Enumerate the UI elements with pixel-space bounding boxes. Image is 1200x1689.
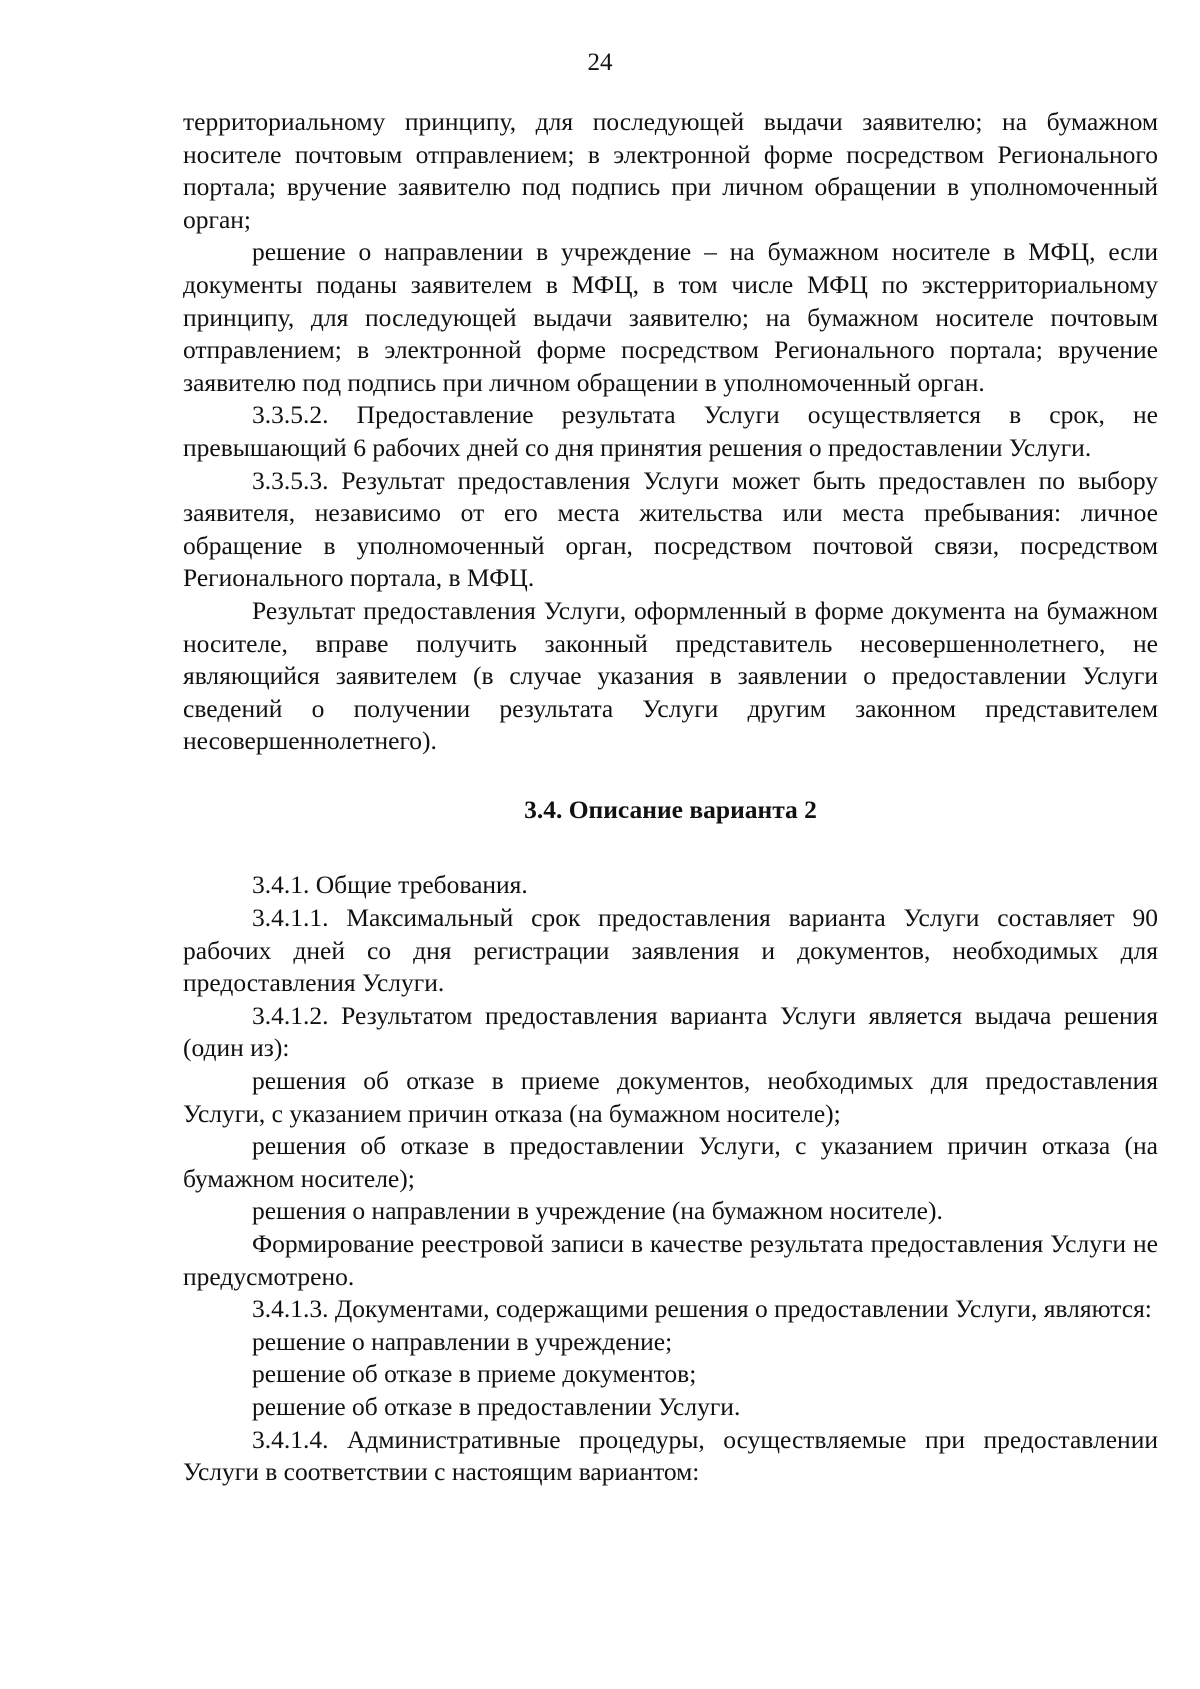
section-title: 3.4. Описание варианта 2 xyxy=(524,794,817,824)
paragraph: Результат предоставления Услуги, оформленный в форме документа на бумажном носителе, вправе получить законный представитель несовершеннолетнего, не являющийся заявителем (в случае указания в заявлении о предоставлении Услуги сведений о получении результата Услуги другим законном представителем несовершеннолетнего). xyxy=(183,595,1158,756)
paragraph: 3.4.1. Общие требования. xyxy=(252,870,528,900)
paragraph: решения об отказе в приеме документов, необходимых для предоставления Услуги, с указанием причин отказа (на бумажном носителе); xyxy=(183,1066,1158,1128)
paragraph: решение об отказе в предоставлении Услуги. xyxy=(252,1391,741,1421)
paragraph: Формирование реестровой записи в качестве результата предоставления Услуги не предусмотрено. xyxy=(183,1229,1158,1291)
paragraph: 3.3.5.3. Результат предоставления Услуги может быть предоставлен по выбору заявителя, независимо от его места жительства или места пребывания: личное обращение в уполномоченный орган, посредством почтовой связи, посредством Регионального портала, в МФЦ. xyxy=(183,465,1158,593)
paragraph: решения о направлении в учреждение (на бумажном носителе). xyxy=(252,1196,943,1226)
paragraph: решения об отказе в предоставлении Услуги, с указанием причин отказа (на бумажном носителе); xyxy=(183,1131,1158,1193)
document-body xyxy=(183,106,1158,1489)
paragraph: территориальному принципу, для последующей выдачи заявителю; на бумажном носителе почтовым отправлением; в электронной форме посредством Регионального портала; вручение заявителю под подпись при личном обращении в уполномоченный орган; xyxy=(183,107,1158,234)
paragraph: 3.4.1.3. Документами, содержащими решения о предоставлении Услуги, являются: xyxy=(252,1294,1152,1324)
paragraph: 3.4.1.4. Административные процедуры, осуществляемые при предоставлении Услуги в соответствии с настоящим вариантом: xyxy=(183,1424,1158,1487)
paragraph: 3.3.5.2. Предоставление результата Услуги осуществляется в срок, не превышающий 6 рабочих дней со дня принятия решения о предоставлении Услуги. xyxy=(183,400,1158,462)
paragraph: решение о направлении в учреждение; xyxy=(252,1326,673,1356)
paragraph: решение об отказе в приеме документов; xyxy=(252,1359,697,1389)
paragraph: решение о направлении в учреждение – на бумажном носителе в МФЦ, если документы поданы заявителем в МФЦ, в том числе МФЦ по экстерриториальному принципу, для последующей выдачи заявителю; на бумажном носителе почтовым отправлением; в электронной форме посредством Регионального портала; вручение заявителю под подпись при личном обращении в уполномоченный орган. xyxy=(183,237,1158,397)
page-number: 24 xyxy=(587,49,613,76)
paragraph: 3.4.1.1. Максимальный срок предоставления варианта Услуги составляет 90 рабочих дней со дня регистрации заявления и документов, необходимых для предоставления Услуги. xyxy=(183,903,1158,998)
paragraph: 3.4.1.2. Результатом предоставления варианта Услуги является выдача решения (один из): xyxy=(183,1000,1158,1063)
